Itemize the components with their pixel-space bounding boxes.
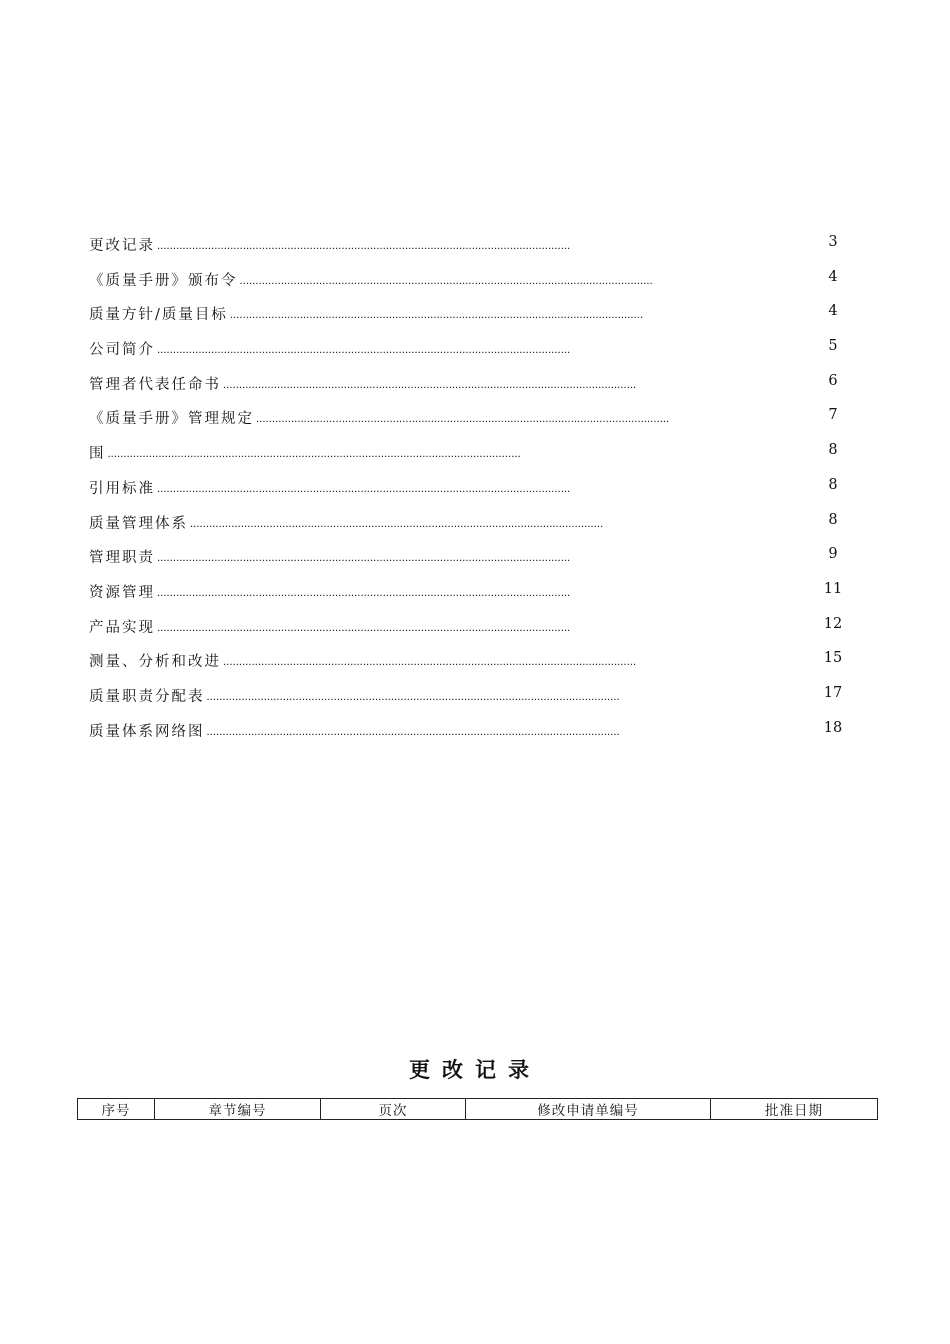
column-header: 章节编号 bbox=[155, 1099, 321, 1120]
toc-entry-label: 质量职责分配表 bbox=[89, 688, 205, 705]
toc-entry-page: 9 bbox=[828, 546, 838, 563]
toc-entry-page: 8 bbox=[828, 476, 838, 493]
column-header: 序号 bbox=[78, 1099, 155, 1120]
toc-entry[interactable] bbox=[89, 677, 859, 712]
toc-entry-page: 12 bbox=[823, 615, 843, 632]
toc-entry-page: 4 bbox=[828, 268, 838, 285]
toc-entry-label: 质量体系网络图 bbox=[89, 723, 205, 740]
toc-entry-label: 围 bbox=[89, 446, 106, 463]
change-log-table bbox=[77, 1098, 878, 1120]
toc-leader-dots: ·································································································································· bbox=[157, 556, 571, 568]
toc-leader-dots: ·································································································································· bbox=[256, 417, 670, 429]
change-log-title: 更改记录 bbox=[409, 1057, 541, 1082]
toc-entry[interactable] bbox=[89, 330, 859, 365]
toc-leader-dots: ·································································································································· bbox=[190, 521, 604, 533]
toc-entry-page: 8 bbox=[828, 442, 838, 459]
toc-entry-page: 5 bbox=[828, 338, 838, 355]
toc-entry-page: 17 bbox=[823, 684, 843, 701]
toc-entry-page: 6 bbox=[828, 372, 838, 389]
toc-entry[interactable] bbox=[89, 434, 859, 469]
toc-leader-dots: ·································································································································· bbox=[157, 486, 571, 498]
change-log-header-row bbox=[78, 1099, 878, 1120]
column-header: 页次 bbox=[321, 1099, 466, 1120]
toc-entry[interactable] bbox=[89, 365, 859, 400]
toc-entry-page: 7 bbox=[828, 407, 838, 424]
toc-entry-page: 4 bbox=[828, 303, 838, 320]
toc-leader-dots: ·································································································································· bbox=[206, 729, 620, 741]
toc-entry-label: 《质量手册》管理规定 bbox=[89, 411, 254, 428]
toc-entry-label: 引用标准 bbox=[89, 480, 155, 497]
toc-entry[interactable] bbox=[89, 608, 859, 643]
toc-entry-label: 测量、分析和改进 bbox=[89, 654, 221, 671]
toc-entry-label: 公司简介 bbox=[89, 342, 155, 359]
toc-entry[interactable] bbox=[89, 538, 859, 573]
toc-entry-label: 资源管理 bbox=[89, 584, 155, 601]
toc-leader-dots: ·································································································································· bbox=[239, 278, 653, 290]
toc-entry-label: 《质量手册》颁布令 bbox=[89, 272, 238, 289]
table-of-contents bbox=[89, 226, 859, 746]
toc-entry-label: 更改记录 bbox=[89, 238, 155, 254]
toc-entry[interactable] bbox=[89, 642, 859, 677]
toc-leader-dots: ·································································································································· bbox=[206, 694, 620, 706]
column-header: 批准日期 bbox=[711, 1099, 878, 1120]
toc-entry[interactable] bbox=[89, 261, 859, 296]
toc-entry-label: 管理职责 bbox=[89, 550, 155, 567]
toc-leader-dots: ·································································································································· bbox=[157, 625, 571, 637]
toc-entry-label: 质量管理体系 bbox=[89, 515, 188, 532]
toc-leader-dots: ·································································································································· bbox=[157, 590, 571, 602]
toc-entry[interactable] bbox=[89, 469, 859, 504]
toc-entry[interactable] bbox=[89, 712, 859, 747]
toc-leader-dots: ·································································································································· bbox=[223, 660, 637, 672]
toc-leader-dots: ·································································································································· bbox=[157, 348, 571, 360]
toc-leader-dots: ·································································································································· bbox=[223, 382, 637, 394]
toc-entry[interactable] bbox=[89, 226, 859, 261]
toc-entry-label: 管理者代表任命书 bbox=[89, 376, 221, 393]
toc-entry-page: 8 bbox=[828, 511, 838, 528]
toc-entry-page: 11 bbox=[823, 580, 843, 597]
toc-entry[interactable] bbox=[89, 399, 859, 434]
toc-entry-page: 15 bbox=[823, 650, 843, 667]
toc-leader-dots: ·································································································································· bbox=[157, 244, 571, 255]
toc-entry-page: 3 bbox=[828, 234, 838, 250]
toc-entry-page: 18 bbox=[823, 719, 843, 736]
column-header: 修改申请单编号 bbox=[466, 1099, 711, 1120]
toc-entry[interactable] bbox=[89, 504, 859, 539]
toc-leader-dots: ·································································································································· bbox=[107, 452, 521, 464]
toc-entry-label: 质量方针/质量目标 bbox=[89, 307, 228, 324]
toc-leader-dots: ·································································································································· bbox=[229, 313, 644, 325]
toc-entry[interactable] bbox=[89, 295, 859, 330]
toc-entry[interactable] bbox=[89, 573, 859, 608]
toc-entry-label: 产品实现 bbox=[89, 619, 155, 636]
